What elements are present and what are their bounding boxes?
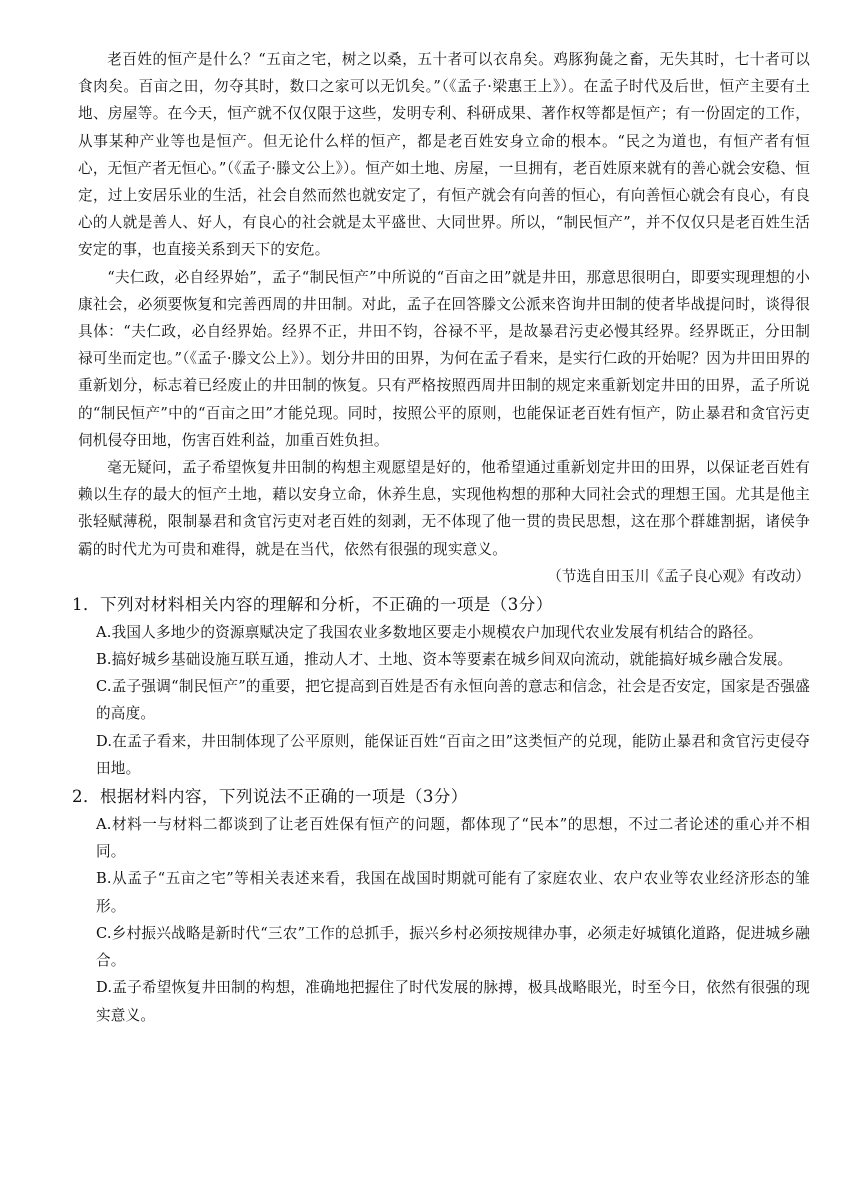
reading-passage	[78, 46, 810, 590]
question-1-option-b: B.搞好城乡基础设施互联互通，推动人才、土地、资本等要素在城乡间双向流动，就能搞好城乡融合发展。	[96, 651, 793, 669]
question-2-option-c: C.乡村振兴战略是新时代“三农”工作的总抓手，振兴乡村必须按规律办事，必须走好城镇化道路，促进城乡融合。	[96, 924, 810, 970]
question-2-stem: 2．根据材料内容，下列说法不正确的一项是（3分）	[72, 787, 468, 807]
passage-paragraph-2: “夫仁政，必自经界始”，孟子“制民恒产”中所说的“百亩之田”就是井田，那意思很明白，即要实现理想的小康社会，必须要恢复和完善西周的井田制。对此，孟子在回答滕文公派来咨询井田制的使者毕战提问时，谈得很具体：“夫仁政，必自经界始。经界不正，井田不钧，谷禄不平，是故暴君污吏必慢其经界。经界既正，分田制禄可坐而定也。”（《孟子·滕文公上》）。划分井田的田界，为何在孟子看来，是实行仁政的开始呢？因为井田田界的重新划分，标志着已经废止的井田制的恢复。只有严格按照西周井田制的规定来重新划定井田的田界，孟子所说的“制民恒产”中的“百亩之田”才能兑现。同时，按照公平的原则，也能保证老百姓有恒产，防止暴君和贪官污吏伺机侵夺田地，伤害百姓利益，加重百姓负担。	[78, 268, 810, 449]
question-2	[72, 782, 810, 1029]
question-1-option-d: D.在孟子看来，井田制体现了公平原则，能保证百姓“百亩之田”这类恒产的兑现，能防止暴君和贪官污吏侵夺田地。	[96, 732, 810, 777]
passage-paragraph-1: 老百姓的恒产是什么？“五亩之宅，树之以桑，五十者可以衣帛矣。鸡豚狗彘之畜，无失其时，七十者可以食肉矣。百亩之田，勿夺其时，数口之家可以无饥矣。”（《孟子·梁惠王上》）。在孟子时代及后世，恒产主要有土地、房屋等。在今天，恒产就不仅仅限于这些，发明专利、科研成果、著作权等都是恒产；有一份固定的工作，从事某种产业等也是恒产。但无论什么样的恒产，都是老百姓安身立命的根本。“民之为道也，有恒产者有恒心，无恒产者无恒心。”（《孟子·滕文公上》）。恒产如土地、房屋，一旦拥有，老百姓原来就有的善心就会安稳、恒定，过上安居乐业的生活，社会自然而然也就安定了，有恒产就会有向善的恒心，有向善恒心就会有良心，有良心的人就是善人、好人，有良心的社会就是太平盛世、大同世界。所以，“制民恒产”，并不仅仅只是老百姓生活安定的事，也直接关系到天下的安危。	[78, 51, 810, 259]
question-1	[72, 590, 810, 782]
question-1-option-c: C.孟子强调“制民恒产”的重要，把它提高到百姓是否有永恒向善的意志和信念，社会是否安定，国家是否强盛的高度。	[96, 678, 810, 723]
question-1-option-a: A.我国人多地少的资源禀赋决定了我国农业多数地区要走小规模农户加现代农业发展有机结合的路径。	[96, 623, 763, 641]
passage-source: （节选自田玉川《孟子良心观》有改动）	[547, 567, 810, 585]
question-2-option-d: D.孟子希望恢复井田制的构想，准确地把握住了时代发展的脉搏，极具战略眼光，时至今日，依然有很强的现实意义。	[96, 979, 810, 1024]
passage-paragraph-3: 毫无疑问，孟子希望恢复井田制的构想主观愿望是好的，他希望通过重新划定井田的田界，以保证老百姓有赖以生存的最大的恒产土地，藉以安身立命，休养生息，实现他构想的那种大同社会式的理想王国。尤其是他主张轻赋薄税，限制暴君和贪官污吏对老百姓的刻剥，无不体现了他一贯的贵民思想，这在那个群雄割据，诸侯争霸的时代尤为可贵和难得，就是在当代，依然有很强的现实意义。	[78, 459, 810, 558]
question-1-stem: 1．下列对材料相关内容的理解和分析，不正确的一项是（3分）	[72, 594, 553, 614]
question-2-option-b: B.从孟子“五亩之宅”等相关表述来看，我国在战国时期就可能有了家庭农业、农户农业等农业经济形态的雏形。	[96, 870, 810, 915]
exam-page	[72, 46, 810, 1029]
question-2-option-a: A.材料一与材料二都谈到了让老百姓保有恒产的问题，都体现了“民本”的思想，不过二者论述的重心并不相同。	[96, 816, 810, 861]
